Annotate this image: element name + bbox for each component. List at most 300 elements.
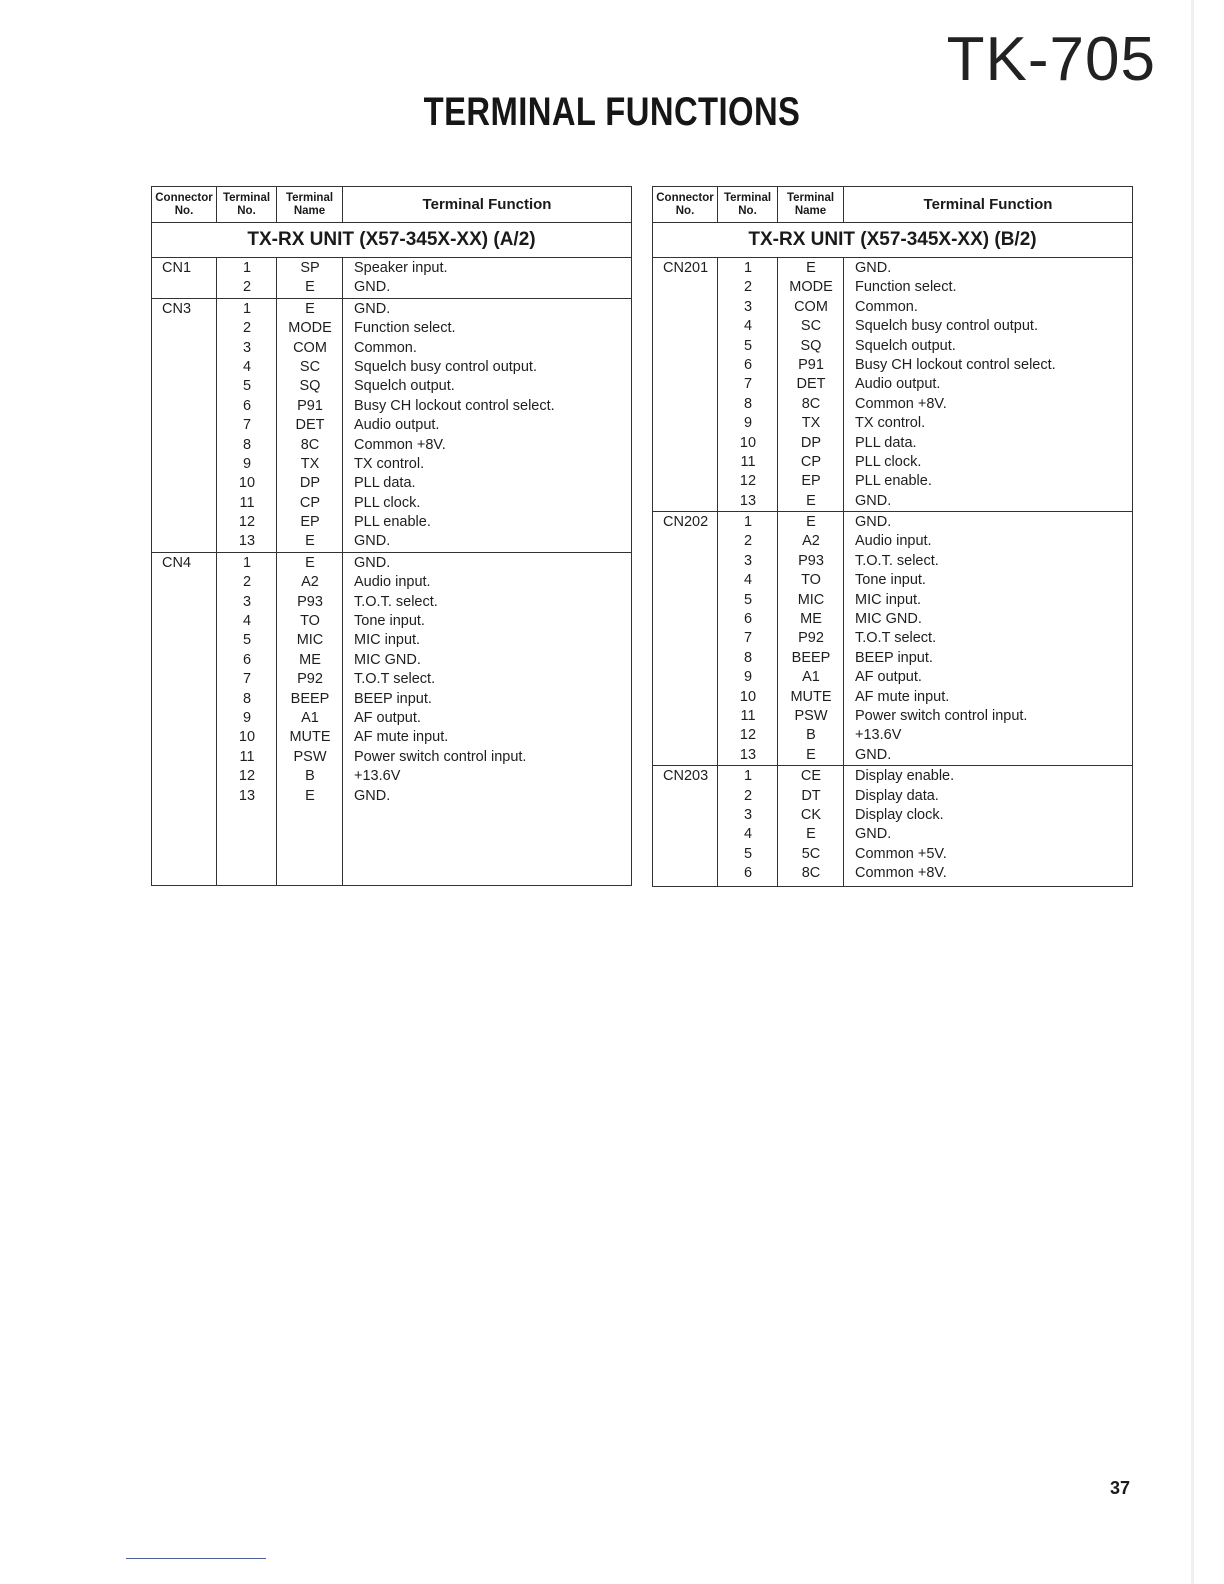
connector-group	[653, 766, 1132, 887]
terminal-no-cell: 8	[743, 649, 753, 666]
connector-no-cell	[653, 278, 718, 297]
table-row	[653, 472, 1132, 491]
terminal-function-cell: MIC GND.	[354, 651, 421, 668]
table-row	[653, 395, 1132, 414]
header-terminal-no: Terminal No.	[718, 187, 778, 222]
connector-no-cell	[152, 397, 217, 416]
table-header	[653, 187, 1132, 223]
table-row	[152, 377, 631, 396]
page-number: 37	[1110, 1478, 1131, 1498]
terminal-name-cell: MUTE	[289, 729, 331, 746]
terminal-no-cell: 4	[743, 572, 753, 589]
terminal-function-cell: Squelch busy control output.	[855, 318, 1038, 335]
table-row	[653, 375, 1132, 394]
unit-title: TX-RX UNIT (X57-345X-XX) (B/2)	[653, 223, 1132, 258]
terminal-function-cell: Tone input.	[855, 572, 926, 589]
table-row	[152, 728, 631, 747]
terminal-function-cell: AF mute input.	[354, 729, 449, 746]
terminal-name-cell: MIC	[296, 632, 324, 649]
connector-no-cell	[653, 726, 718, 745]
terminal-function-cell: Common +8V.	[855, 395, 947, 412]
connector-group	[653, 512, 1132, 766]
connector-no-cell	[152, 278, 217, 297]
terminal-name-cell: E	[806, 492, 816, 509]
terminal-function-cell: PLL enable.	[354, 514, 431, 531]
terminal-name-cell: E	[305, 554, 315, 571]
connector-no-cell	[653, 668, 718, 687]
terminal-no-cell: 3	[743, 552, 753, 569]
header-terminal-no: Terminal No.	[217, 187, 277, 222]
header-terminal-function: Terminal Function	[422, 196, 552, 213]
terminal-no-cell: 11	[239, 748, 255, 765]
connector-no-cell	[152, 670, 217, 689]
connector-no-cell: CN202	[663, 514, 709, 531]
table-row	[152, 455, 631, 474]
terminal-function-cell: Display data.	[855, 787, 939, 804]
connector-no-cell	[152, 651, 217, 670]
table-row	[653, 825, 1132, 844]
terminal-name-cell: A2	[802, 533, 820, 550]
terminal-name-cell: P91	[798, 356, 824, 373]
table-row	[653, 298, 1132, 317]
table-row	[653, 337, 1132, 356]
terminal-name-cell: ME	[299, 651, 321, 668]
connector-no-cell	[152, 513, 217, 532]
connector-no-cell: CN4	[162, 554, 192, 571]
table-row	[653, 317, 1132, 336]
terminal-function-cell: GND.	[354, 554, 391, 571]
table-row	[653, 806, 1132, 825]
terminal-no-cell: 2	[242, 320, 252, 337]
table-header	[152, 187, 631, 223]
terminal-no-cell: 5	[242, 632, 252, 649]
connector-no-cell	[152, 728, 217, 747]
table-row	[152, 612, 631, 631]
terminal-no-cell: 12	[739, 473, 757, 490]
header-connector-no: Connector No.	[152, 187, 217, 222]
terminal-name-cell: 8C	[801, 395, 821, 412]
terminal-function-cell: AF output.	[354, 709, 421, 726]
terminal-function-cell: Common +8V.	[354, 436, 446, 453]
table-row	[152, 319, 631, 338]
table-row	[152, 631, 631, 650]
terminal-function-cell: GND.	[855, 514, 892, 531]
terminal-no-cell: 13	[238, 787, 256, 804]
terminal-name-cell: B	[305, 768, 315, 785]
connector-no-cell: CN3	[162, 300, 192, 317]
terminal-function-cell: +13.6V	[354, 768, 401, 785]
terminal-function-cell: PLL data.	[354, 475, 416, 492]
terminal-no-cell: 2	[242, 574, 252, 591]
terminal-no-cell: 10	[238, 729, 256, 746]
table-row	[653, 492, 1132, 511]
connector-no-cell	[152, 767, 217, 786]
connector-group	[152, 553, 631, 886]
terminal-function-cell: T.O.T select.	[855, 630, 937, 647]
terminal-name-cell: E	[806, 826, 816, 843]
connector-no-cell	[152, 339, 217, 358]
table-row	[653, 356, 1132, 375]
connector-no-cell	[653, 532, 718, 551]
terminal-no-cell: 2	[743, 533, 753, 550]
connector-no-cell	[653, 317, 718, 336]
terminal-no-cell: 5	[743, 591, 753, 608]
terminal-no-cell: 1	[242, 260, 252, 276]
terminal-function-cell: BEEP input.	[354, 690, 432, 707]
terminal-name-cell: COM	[794, 298, 828, 315]
terminal-name-cell: P92	[798, 630, 824, 647]
terminal-no-cell: 5	[743, 845, 753, 862]
header-terminal-name: Terminal Name	[277, 187, 343, 222]
connector-group	[152, 258, 631, 299]
terminal-function-cell: GND.	[354, 787, 391, 804]
terminal-no-cell: 11	[740, 707, 756, 724]
terminal-name-cell: TX	[300, 455, 320, 472]
table-row	[653, 746, 1132, 765]
connector-no-cell	[152, 748, 217, 767]
header-terminal-function: Terminal Function	[923, 196, 1053, 213]
terminal-no-cell: 2	[242, 279, 252, 296]
terminal-no-cell: 2	[743, 279, 753, 296]
terminal-no-cell: 1	[242, 300, 252, 317]
terminal-function-cell: GND.	[354, 279, 391, 296]
terminal-no-cell: 6	[743, 611, 753, 628]
terminal-function-cell: Common +8V.	[855, 865, 947, 882]
terminal-name-cell: TO	[300, 613, 320, 630]
connector-no-cell	[653, 845, 718, 864]
table-row	[653, 513, 1132, 532]
footer-rule	[126, 1558, 266, 1559]
connector-no-cell	[152, 612, 217, 631]
table-row	[152, 554, 631, 573]
terminal-no-cell: 5	[242, 378, 252, 395]
terminal-name-cell: CE	[800, 768, 822, 785]
table-row	[152, 339, 631, 358]
terminal-no-cell: 9	[242, 709, 252, 726]
table-row	[152, 748, 631, 767]
terminal-function-cell: GND.	[354, 300, 391, 317]
terminal-no-cell: 11	[740, 453, 756, 470]
terminal-name-cell: CK	[800, 806, 822, 823]
terminal-function-cell: Tone input.	[354, 613, 425, 630]
connector-no-cell	[152, 573, 217, 592]
terminal-no-cell: 11	[239, 494, 255, 511]
table-row	[653, 278, 1132, 297]
terminal-no-cell: 12	[238, 514, 256, 531]
terminal-function-cell: AF output.	[855, 669, 922, 686]
terminal-no-cell: 6	[242, 651, 252, 668]
connector-no-cell	[653, 610, 718, 629]
table-row	[152, 397, 631, 416]
terminal-function-cell: T.O.T. select.	[855, 552, 939, 569]
terminal-function-cell: Audio input.	[855, 533, 932, 550]
terminal-function-cell: GND.	[855, 492, 892, 509]
terminal-function-cell: Audio input.	[354, 574, 431, 591]
terminal-no-cell: 12	[739, 727, 757, 744]
terminal-no-cell: 5	[743, 337, 753, 354]
connector-no-cell	[653, 492, 718, 511]
terminal-no-cell: 6	[242, 397, 252, 414]
table-row	[653, 688, 1132, 707]
terminal-name-cell: P92	[297, 671, 323, 688]
terminal-function-cell: Common.	[354, 339, 417, 356]
connector-no-cell	[653, 472, 718, 491]
terminal-no-cell: 1	[242, 554, 252, 571]
terminal-name-cell: E	[305, 533, 315, 550]
connector-no-cell	[152, 416, 217, 435]
terminal-function-cell: TX control.	[855, 415, 926, 432]
terminal-name-cell: SQ	[800, 337, 822, 354]
terminal-table-a	[151, 186, 632, 886]
terminal-no-cell: 10	[238, 475, 256, 492]
connector-no-cell	[653, 453, 718, 472]
terminal-no-cell: 13	[739, 492, 757, 509]
table-row	[653, 845, 1132, 864]
connector-no-cell: CN201	[663, 260, 709, 276]
table-row	[653, 552, 1132, 571]
connector-no-cell	[152, 358, 217, 377]
terminal-no-cell: 1	[743, 768, 753, 785]
table-row	[152, 651, 631, 670]
terminal-name-cell: P93	[798, 552, 824, 569]
connector-no-cell: CN1	[162, 260, 192, 276]
connector-no-cell	[152, 593, 217, 612]
terminal-function-cell: PLL clock.	[354, 494, 421, 511]
table-row	[653, 864, 1132, 883]
table-row	[152, 494, 631, 513]
table-row	[653, 668, 1132, 687]
terminal-function-cell: Squelch busy control output.	[354, 358, 537, 375]
table-row	[152, 278, 631, 297]
connector-no-cell	[152, 787, 217, 806]
terminal-function-cell: AF mute input.	[855, 688, 950, 705]
table-row	[653, 259, 1132, 278]
terminal-name-cell: E	[305, 279, 315, 296]
connector-group	[653, 258, 1132, 512]
terminal-function-cell: GND.	[855, 746, 892, 763]
table-row	[152, 513, 631, 532]
table-row	[152, 532, 631, 551]
terminal-function-cell: MIC input.	[855, 591, 922, 608]
terminal-no-cell: 8	[743, 395, 753, 412]
terminal-function-cell: Speaker input.	[354, 260, 448, 276]
model-number: TK-705	[946, 25, 1156, 94]
terminal-name-cell: MUTE	[790, 688, 832, 705]
terminal-name-cell: MODE	[288, 320, 332, 337]
terminal-name-cell: PSW	[794, 707, 828, 724]
table-row	[152, 690, 631, 709]
terminal-function-cell: +13.6V	[855, 727, 902, 744]
terminal-name-cell: E	[305, 300, 315, 317]
terminal-function-cell: Display enable.	[855, 768, 955, 785]
terminal-name-cell: SQ	[299, 378, 321, 395]
terminal-function-cell: GND.	[855, 260, 892, 276]
terminal-function-cell: T.O.T. select.	[354, 593, 438, 610]
terminal-no-cell: 3	[743, 298, 753, 315]
table-row	[653, 591, 1132, 610]
connector-no-cell	[152, 455, 217, 474]
terminal-no-cell: 7	[743, 376, 753, 393]
unit-title: TX-RX UNIT (X57-345X-XX) (A/2)	[152, 223, 631, 258]
terminal-function-cell: Common.	[855, 298, 918, 315]
terminal-function-cell: TX control.	[354, 455, 425, 472]
table-row	[653, 532, 1132, 551]
table-row	[653, 787, 1132, 806]
terminal-function-cell: Audio output.	[354, 417, 440, 434]
terminal-no-cell: 1	[743, 514, 753, 531]
connector-no-cell	[152, 690, 217, 709]
connector-no-cell	[152, 631, 217, 650]
table-row	[653, 767, 1132, 786]
terminal-no-cell: 9	[743, 669, 753, 686]
connector-no-cell	[152, 532, 217, 551]
terminal-no-cell: 7	[242, 417, 252, 434]
table-row	[152, 767, 631, 786]
table-row	[152, 573, 631, 592]
connector-no-cell	[653, 746, 718, 765]
terminal-function-cell: MIC input.	[354, 632, 421, 649]
terminal-no-cell: 4	[743, 826, 753, 843]
terminal-no-cell: 4	[743, 318, 753, 335]
table-row	[653, 610, 1132, 629]
connector-no-cell	[152, 474, 217, 493]
terminal-name-cell: SP	[300, 260, 320, 276]
table-row	[152, 474, 631, 493]
table-row	[152, 358, 631, 377]
terminal-name-cell: CP	[299, 494, 321, 511]
terminal-no-cell: 8	[242, 690, 252, 707]
table-row	[152, 416, 631, 435]
terminal-function-cell: T.O.T select.	[354, 671, 436, 688]
terminal-no-cell: 9	[743, 415, 753, 432]
terminal-name-cell: DET	[796, 376, 826, 393]
terminal-no-cell: 4	[242, 613, 252, 630]
terminal-no-cell: 7	[743, 630, 753, 647]
terminal-no-cell: 12	[238, 768, 256, 785]
connector-no-cell	[653, 395, 718, 414]
terminal-name-cell: DT	[801, 787, 821, 804]
table-row	[152, 259, 631, 278]
terminal-name-cell: EP	[801, 473, 821, 490]
terminal-no-cell: 10	[739, 688, 757, 705]
connector-no-cell	[152, 319, 217, 338]
table-row	[152, 300, 631, 319]
terminal-name-cell: 8C	[801, 865, 821, 882]
terminal-function-cell: Display clock.	[855, 806, 944, 823]
terminal-no-cell: 4	[242, 358, 252, 375]
connector-no-cell	[653, 707, 718, 726]
table-row	[653, 707, 1132, 726]
terminal-name-cell: SC	[299, 358, 321, 375]
connector-no-cell	[653, 787, 718, 806]
terminal-name-cell: BEEP	[791, 649, 831, 666]
header-terminal-name: Terminal Name	[778, 187, 844, 222]
connector-no-cell	[653, 864, 718, 883]
terminal-name-cell: DP	[800, 434, 822, 451]
terminal-name-cell: B	[806, 727, 816, 744]
connector-no-cell	[653, 591, 718, 610]
terminal-function-cell: Function select.	[354, 320, 456, 337]
connector-no-cell	[653, 337, 718, 356]
terminal-no-cell: 8	[242, 436, 252, 453]
terminal-name-cell: 8C	[300, 436, 320, 453]
header-connector-no: Connector No.	[653, 187, 718, 222]
terminal-no-cell: 13	[739, 746, 757, 763]
terminal-no-cell: 10	[739, 434, 757, 451]
terminal-name-cell: P93	[297, 593, 323, 610]
table-row	[653, 649, 1132, 668]
terminal-no-cell: 3	[242, 593, 252, 610]
terminal-function-cell: PLL enable.	[855, 473, 932, 490]
table-body	[152, 258, 631, 886]
terminal-no-cell: 3	[242, 339, 252, 356]
connector-no-cell	[653, 649, 718, 668]
terminal-no-cell: 13	[238, 533, 256, 550]
table-row	[653, 434, 1132, 453]
connector-no-cell	[653, 825, 718, 844]
table-row	[152, 436, 631, 455]
connector-no-cell	[653, 571, 718, 590]
terminal-name-cell: MIC	[797, 591, 825, 608]
terminal-function-cell: BEEP input.	[855, 649, 933, 666]
connector-no-cell	[653, 298, 718, 317]
terminal-function-cell: PLL data.	[855, 434, 917, 451]
terminal-function-cell: Power switch control input.	[354, 748, 527, 765]
terminal-function-cell: PLL clock.	[855, 453, 922, 470]
table-row	[653, 726, 1132, 745]
terminal-name-cell: E	[305, 787, 315, 804]
binding-edge	[1191, 0, 1194, 1584]
table-row	[152, 593, 631, 612]
terminal-function-cell: Function select.	[855, 279, 957, 296]
terminal-no-cell: 6	[743, 356, 753, 373]
terminal-name-cell: DET	[295, 417, 325, 434]
terminal-name-cell: CP	[800, 453, 822, 470]
table-row	[653, 571, 1132, 590]
terminal-table-b	[652, 186, 1133, 887]
terminal-name-cell: A1	[301, 709, 319, 726]
connector-no-cell	[653, 434, 718, 453]
terminal-name-cell: EP	[300, 514, 320, 531]
terminal-function-cell: Power switch control input.	[855, 707, 1028, 724]
terminal-name-cell: PSW	[293, 748, 327, 765]
terminal-name-cell: SC	[800, 318, 822, 335]
connector-no-cell	[152, 377, 217, 396]
terminal-name-cell: COM	[293, 339, 327, 356]
terminal-name-cell: MODE	[789, 279, 833, 296]
connector-group	[152, 299, 631, 553]
terminal-function-cell: Squelch output.	[354, 378, 455, 395]
connector-no-cell: CN203	[663, 768, 709, 785]
table-row	[653, 629, 1132, 648]
table-row	[152, 709, 631, 728]
connector-no-cell	[653, 552, 718, 571]
table-row	[152, 787, 631, 806]
terminal-name-cell: A2	[301, 574, 319, 591]
terminal-name-cell: A1	[802, 669, 820, 686]
terminal-no-cell: 6	[743, 865, 753, 882]
connector-no-cell	[653, 414, 718, 433]
table-row	[653, 414, 1132, 433]
terminal-function-cell: GND.	[354, 533, 391, 550]
terminal-name-cell: ME	[800, 611, 822, 628]
terminal-no-cell: 3	[743, 806, 753, 823]
terminal-name-cell: 5C	[801, 845, 821, 862]
terminal-name-cell: TO	[801, 572, 821, 589]
terminal-function-cell: Audio output.	[855, 376, 941, 393]
table-row	[152, 670, 631, 689]
terminal-no-cell: 7	[242, 671, 252, 688]
